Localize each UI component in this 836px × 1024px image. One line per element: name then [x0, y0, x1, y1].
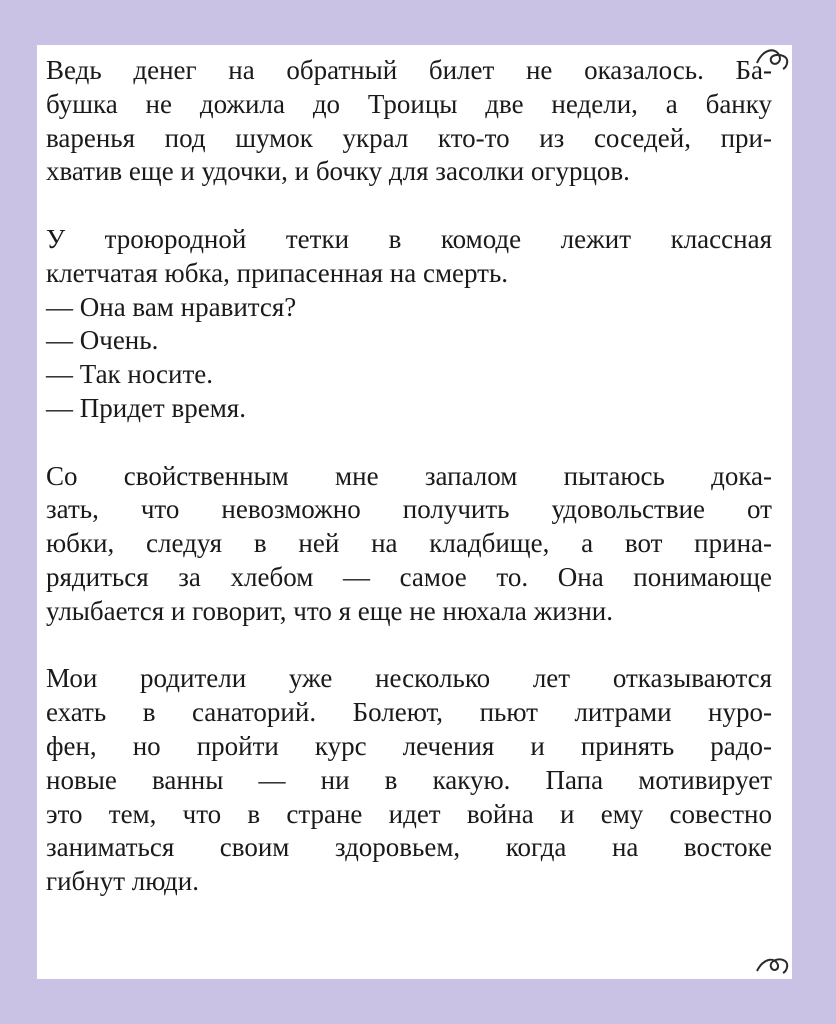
- paragraph-4: [46, 662, 772, 899]
- dialogue-line: — Очень.: [46, 325, 159, 356]
- text-line: ехать в санаторий. Болеют, пьют литрами нуро-: [46, 697, 772, 728]
- text-line: заниматься своим здоровьем, когда на востоке: [46, 832, 772, 863]
- text-line: варенья под шумок украл кто-то из соседей, при-: [46, 122, 772, 153]
- text-line: Ведь денег на обратный билет не оказалось. Ба-: [46, 55, 772, 85]
- text-line: клетчатая юбка, припасенная на смерть.: [46, 257, 509, 288]
- paragraph-3: [46, 460, 772, 629]
- text-line: фен, но пройти курс лечения и принять радо-: [46, 730, 772, 761]
- text-line: улыбается и говорит, что я еще не нюхала жизни.: [46, 595, 613, 626]
- text-line: зать, что невозможно получить удовольствие от: [46, 494, 772, 525]
- text-line: гибнут люди.: [46, 866, 199, 897]
- dialogue-line: — Она вам нравится?: [46, 291, 297, 322]
- text-line: хватив еще и удочки, и бочку для засолки огурцов.: [46, 156, 630, 187]
- text-line: У троюродной тетки в комоде лежит классная: [46, 223, 772, 254]
- dialogue-line: — Придет время.: [46, 392, 246, 423]
- corner-ornament-bottom-right-icon: [753, 941, 793, 981]
- dialogue-line: — Так носите.: [46, 359, 214, 390]
- text-line: бушка не дожила до Троицы две недели, а банку: [46, 88, 772, 119]
- paragraph-1: [46, 54, 772, 189]
- text-line: Со свойственным мне запалом пытаюсь дока-: [46, 460, 772, 491]
- paragraph-2: [46, 223, 772, 426]
- article-text: [46, 54, 772, 899]
- text-line: юбки, следуя в ней на кладбище, а вот прина-: [46, 528, 772, 559]
- text-line: рядиться за хлебом — самое то. Она понимающе: [46, 561, 772, 592]
- text-line: Мои родители уже несколько лет отказываются: [46, 663, 772, 694]
- text-line: это тем, что в стране идет война и ему совестно: [46, 798, 772, 829]
- text-line: новые ванны — ни в какую. Папа мотивирует: [46, 764, 772, 795]
